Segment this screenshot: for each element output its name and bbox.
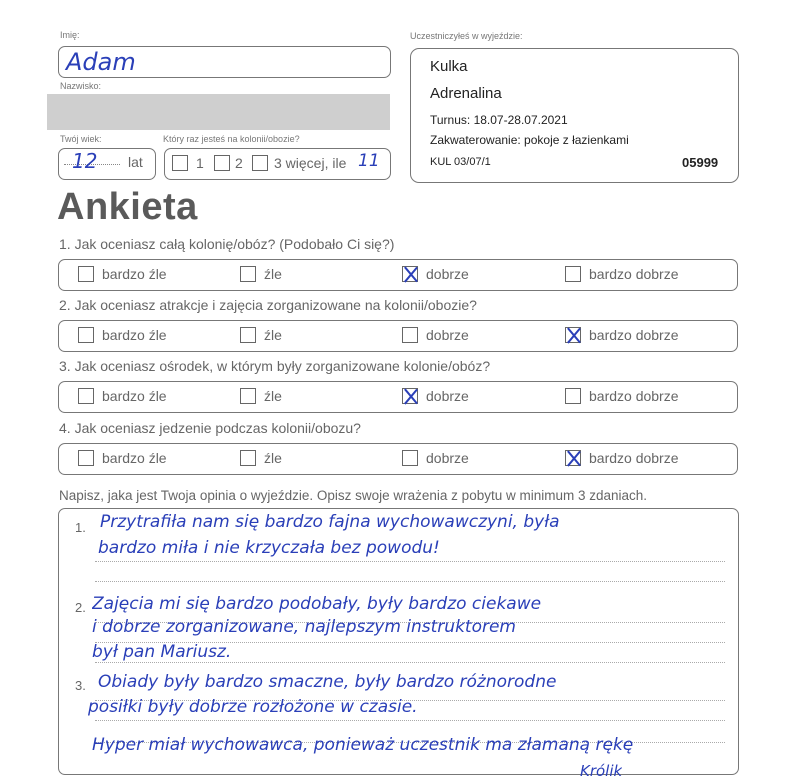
question-1-option-label: bardzo dobrze	[589, 266, 679, 282]
question-4-option-label: bardzo źle	[102, 450, 167, 466]
question-1-checkbox-3[interactable]	[402, 266, 418, 282]
wiek-unit: lat	[128, 154, 143, 170]
opinion-number: 3.	[75, 678, 86, 693]
participant-number: 05999	[682, 155, 719, 170]
question-2-checkbox-2[interactable]	[240, 327, 256, 343]
question-4-checkbox-3[interactable]	[402, 450, 418, 466]
ktory-raz-checkbox-2[interactable]	[214, 155, 230, 171]
question-3-text: 3. Jak oceniasz ośrodek, w którym były zorganizowane kolonie/obóz?	[59, 358, 491, 374]
question-4-option-label: źle	[264, 450, 282, 466]
handwritten-opinion-line: bardzo miła i nie krzyczała bez powodu!	[98, 538, 440, 558]
imie-value: Adam	[66, 48, 136, 76]
handwritten-opinion-line: był pan Mariusz.	[92, 642, 232, 662]
handwritten-opinion-line: posiłki były dobrze rozłożone w czasie.	[88, 697, 418, 717]
participant-name-line2: Adrenalina	[430, 85, 502, 102]
ktory-raz-option-1: 1	[196, 155, 204, 171]
question-2-option-label: źle	[264, 327, 282, 343]
question-3-checkbox-3[interactable]	[402, 388, 418, 404]
nazwisko-label: Nazwisko:	[60, 81, 102, 91]
participant-label: Uczestniczyłeś w wyjeździe:	[410, 31, 523, 41]
question-4-text: 4. Jak oceniasz jedzenie podczas kolonii/obozu?	[59, 420, 361, 436]
opinion-number: 2.	[75, 600, 86, 615]
handwritten-opinion-line: Zajęcia mi się bardzo podobały, były bardzo ciekawe	[92, 594, 542, 614]
ktory-raz-option-2: 2	[235, 155, 243, 171]
question-4-checkbox-1[interactable]	[78, 450, 94, 466]
ktory-raz-option-3: 3 więcej, ile	[274, 155, 347, 171]
participant-name-line1: Kulka	[430, 58, 468, 75]
handwritten-opinion-line: Obiady były bardzo smaczne, były bardzo różnorodne	[98, 672, 557, 692]
question-4-checkbox-2[interactable]	[240, 450, 256, 466]
question-1-checkbox-2[interactable]	[240, 266, 256, 282]
handwritten-opinion-line: Hyper miał wychowawca, ponieważ uczestnik ma złamaną rękę	[92, 735, 634, 755]
question-2-checkbox-1[interactable]	[78, 327, 94, 343]
ktory-raz-checkbox-3[interactable]	[252, 155, 268, 171]
page-title: Ankieta	[57, 186, 198, 228]
question-3-option-label: bardzo dobrze	[589, 388, 679, 404]
opinion-number: 1.	[75, 520, 86, 535]
question-2-checkbox-3[interactable]	[402, 327, 418, 343]
question-2-text: 2. Jak oceniasz atrakcje i zajęcia zorganizowane na kolonii/obozie?	[59, 297, 477, 313]
wiek-value: 12	[72, 149, 98, 173]
handwritten-opinion-line: i dobrze zorganizowane, najlepszym instruktorem	[92, 617, 516, 637]
handwritten-opinion-line: Królik	[580, 762, 623, 780]
turnus-text: Turnus: 18.07-28.07.2021	[430, 113, 568, 127]
question-4-option-label: dobrze	[426, 450, 469, 466]
opinion-prompt: Napisz, jaka jest Twoja opinia o wyjeździe. Opisz swoje wrażenia z pobytu w minimum 3 zdaniach.	[59, 488, 648, 503]
ktory-raz-value: 11	[358, 151, 380, 171]
question-2-option-label: dobrze	[426, 327, 469, 343]
nazwisko-redaction	[47, 94, 390, 130]
question-1-checkbox-1[interactable]	[78, 266, 94, 282]
question-2-option-label: bardzo źle	[102, 327, 167, 343]
participant-code: KUL 03/07/1	[430, 156, 491, 168]
question-1-option-label: bardzo źle	[102, 266, 167, 282]
ktory-raz-label: Który raz jesteś na kolonii/obozie?	[163, 134, 300, 144]
question-3-checkbox-1[interactable]	[78, 388, 94, 404]
question-2-option-label: bardzo dobrze	[589, 327, 679, 343]
dotted-line	[95, 561, 725, 562]
dotted-line	[95, 720, 725, 721]
question-3-checkbox-2[interactable]	[240, 388, 256, 404]
question-3-option-label: źle	[264, 388, 282, 404]
ktory-raz-checkbox-1[interactable]	[172, 155, 188, 171]
dotted-line	[95, 662, 725, 663]
dotted-line	[95, 581, 725, 582]
question-1-checkbox-4[interactable]	[565, 266, 581, 282]
question-3-option-label: dobrze	[426, 388, 469, 404]
question-4-checkbox-4[interactable]	[565, 450, 581, 466]
question-1-text: 1. Jak oceniasz całą kolonię/obóz? (Podobało Ci się?)	[59, 236, 395, 252]
question-2-checkbox-4[interactable]	[565, 327, 581, 343]
question-3-option-label: bardzo źle	[102, 388, 167, 404]
question-1-option-label: dobrze	[426, 266, 469, 282]
wiek-label: Twój wiek:	[60, 134, 102, 144]
question-1-option-label: źle	[264, 266, 282, 282]
handwritten-opinion-line: Przytrafiła nam się bardzo fajna wychowawczyni, była	[100, 512, 560, 532]
zakwaterowanie-text: Zakwaterowanie: pokoje z łazienkami	[430, 133, 629, 147]
imie-label: Imię:	[60, 30, 80, 40]
question-4-option-label: bardzo dobrze	[589, 450, 679, 466]
question-3-checkbox-4[interactable]	[565, 388, 581, 404]
